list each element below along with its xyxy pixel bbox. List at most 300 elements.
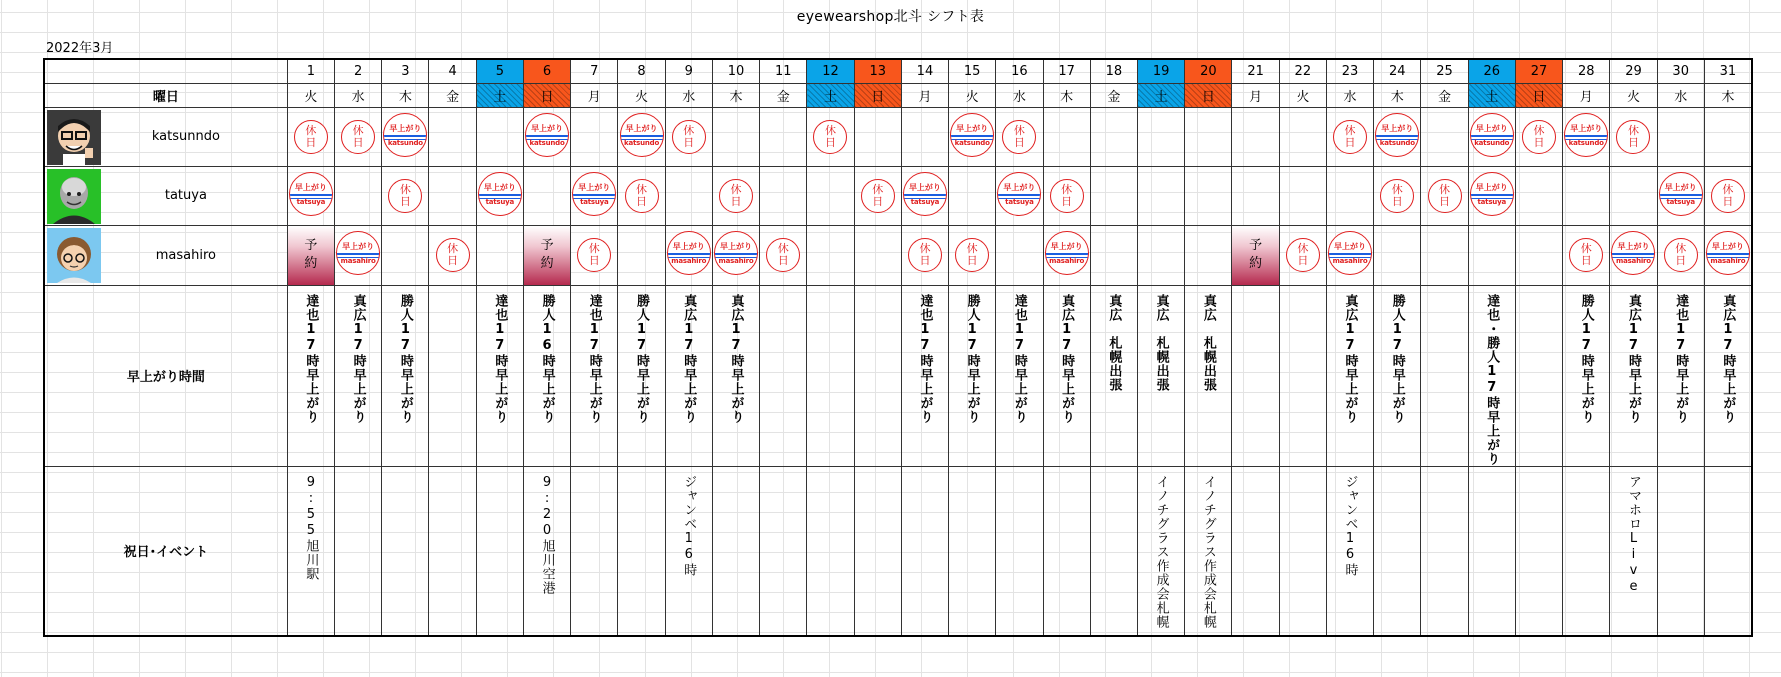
weekday-cell[interactable]	[712, 83, 759, 107]
weekday-label: 日	[871, 89, 885, 105]
shift-cell[interactable]	[854, 107, 901, 166]
day-number-cell[interactable]	[335, 59, 382, 83]
event-cell[interactable]	[1657, 466, 1704, 636]
shift-cell[interactable]	[1657, 107, 1704, 166]
shift-cell[interactable]	[287, 225, 334, 285]
weekday-cell[interactable]	[901, 83, 948, 107]
day-number-cell[interactable]	[1704, 59, 1752, 83]
shift-cell[interactable]	[901, 225, 948, 285]
weekday-cell[interactable]	[1515, 83, 1562, 107]
day-number-cell[interactable]	[1138, 59, 1185, 83]
weekday-cell[interactable]	[382, 83, 429, 107]
early-note-cell[interactable]	[429, 285, 476, 466]
day-number: 5	[495, 63, 504, 79]
shift-cell[interactable]	[854, 166, 901, 225]
weekday-label: 金	[776, 89, 790, 105]
day-number: 14	[916, 63, 934, 79]
day-number-cell[interactable]	[854, 59, 901, 83]
shift-cell[interactable]	[1657, 225, 1704, 285]
stamp-name: katsundo	[1379, 138, 1415, 147]
event-cell[interactable]	[523, 466, 570, 636]
day-number-cell[interactable]	[760, 59, 807, 83]
reservation-block	[1232, 226, 1278, 285]
early-note-cell[interactable]	[1326, 285, 1373, 466]
stamp-text: 早上がり	[720, 242, 752, 251]
early-note-cell[interactable]	[1185, 285, 1232, 466]
shift-cell[interactable]	[335, 166, 382, 225]
shift-cell[interactable]	[1515, 225, 1562, 285]
event-cell[interactable]	[1043, 466, 1090, 636]
day-number-cell[interactable]	[1563, 59, 1610, 83]
weekday-cell[interactable]	[1043, 83, 1090, 107]
stamp-text: 休	[730, 182, 742, 196]
shift-cell[interactable]	[1185, 107, 1232, 166]
early-note-cell[interactable]	[476, 285, 523, 466]
shift-cell[interactable]	[1326, 166, 1373, 225]
weekday-cell[interactable]	[949, 83, 996, 107]
shift-cell[interactable]	[476, 225, 523, 285]
weekday-cell[interactable]	[1090, 83, 1137, 107]
weekday-label: 木	[1060, 89, 1074, 105]
shift-cell[interactable]	[1704, 225, 1752, 285]
weekday-cell[interactable]	[807, 83, 854, 107]
early-note-cell[interactable]	[665, 285, 712, 466]
weekday-label: 水	[1343, 89, 1357, 105]
weekday-label: 水	[1012, 89, 1026, 105]
shift-cell[interactable]	[949, 225, 996, 285]
shift-cell[interactable]	[712, 107, 759, 166]
weekday-label: 水	[682, 89, 696, 105]
shift-cell[interactable]	[712, 166, 759, 225]
early-leave-stamp	[383, 113, 427, 157]
stamp-name: tatsuya	[580, 197, 609, 206]
day-off-stamp	[1380, 179, 1414, 213]
shift-cell[interactable]	[476, 166, 523, 225]
weekday-cell[interactable]	[996, 83, 1043, 107]
weekday-cell[interactable]	[1374, 83, 1421, 107]
shift-cell[interactable]	[1421, 107, 1468, 166]
shift-cell[interactable]	[287, 166, 334, 225]
early-note-cell[interactable]	[901, 285, 948, 466]
shift-cell[interactable]	[1610, 225, 1657, 285]
shift-cell[interactable]	[1090, 225, 1137, 285]
day-number-cell[interactable]	[1468, 59, 1515, 83]
event-cell[interactable]	[1326, 466, 1373, 636]
shift-cell[interactable]	[1374, 166, 1421, 225]
stamp-text: 休	[1627, 123, 1639, 137]
weekday-cell[interactable]	[476, 83, 523, 107]
shift-cell[interactable]	[807, 225, 854, 285]
shift-cell[interactable]	[618, 107, 665, 166]
weekday-cell[interactable]	[665, 83, 712, 107]
early-note: 達也17時早上がり	[586, 293, 602, 424]
early-note: 真広 札幌出張	[1106, 293, 1122, 392]
stamp-text: 日	[1391, 194, 1403, 208]
day-number: 9	[684, 63, 693, 79]
day-off-stamp	[294, 120, 328, 154]
weekday-cell[interactable]	[1704, 83, 1752, 107]
event-cell[interactable]	[1515, 466, 1562, 636]
shift-cell[interactable]	[1468, 107, 1515, 166]
day-number-cell[interactable]	[1421, 59, 1468, 83]
weekday-cell[interactable]	[1610, 83, 1657, 107]
early-note-cell[interactable]	[1090, 285, 1137, 466]
shift-cell[interactable]	[807, 166, 854, 225]
shift-cell[interactable]	[571, 107, 618, 166]
day-number-cell[interactable]	[712, 59, 759, 83]
stamp-name: tatsuya	[1005, 197, 1034, 206]
day-number-cell[interactable]	[1610, 59, 1657, 83]
weekday-label: 月	[587, 89, 601, 105]
shift-cell[interactable]	[287, 107, 334, 166]
weekday-cell[interactable]	[1279, 83, 1326, 107]
day-off-stamp	[1664, 238, 1698, 272]
early-note-cell[interactable]	[335, 285, 382, 466]
day-off-stamp	[388, 179, 422, 213]
early-note-cell[interactable]	[1657, 285, 1704, 466]
event-cell[interactable]	[1704, 466, 1752, 636]
shift-cell[interactable]	[1563, 225, 1610, 285]
day-number: 21	[1247, 63, 1264, 79]
day-number: 31	[1719, 63, 1737, 79]
early-row-label	[44, 285, 287, 466]
early-note: 真広17時早上がり	[1342, 293, 1358, 424]
shift-cell[interactable]	[901, 107, 948, 166]
stamp-text: 早上がり	[908, 182, 941, 192]
shift-cell[interactable]	[523, 166, 570, 225]
event-note: アマホロLive	[1625, 474, 1641, 595]
stamp-text: 休	[352, 123, 364, 137]
stamp-text: 休	[1391, 182, 1403, 196]
weekday-cell[interactable]	[1232, 83, 1279, 107]
event-cell[interactable]	[429, 466, 476, 636]
day-number-cell[interactable]	[382, 59, 429, 83]
stamp-text: 休	[305, 123, 317, 137]
weekday-cell[interactable]	[429, 83, 476, 107]
weekday-label: 金	[446, 89, 460, 105]
shift-cell[interactable]	[523, 107, 570, 166]
weekday-cell[interactable]	[760, 83, 807, 107]
shift-cell[interactable]	[429, 107, 476, 166]
shift-cell[interactable]	[854, 225, 901, 285]
event-cell[interactable]	[712, 466, 759, 636]
shift-cell[interactable]	[1232, 166, 1279, 225]
stamp-name: tatsuya	[485, 197, 515, 206]
day-number-cell[interactable]	[1374, 59, 1421, 83]
shift-cell[interactable]	[1657, 166, 1704, 225]
day-number-cell[interactable]	[476, 59, 523, 83]
day-number-cell[interactable]	[807, 59, 854, 83]
day-number-cell[interactable]	[1326, 59, 1373, 83]
stamp-text: 日	[1627, 135, 1639, 149]
early-note-cell[interactable]	[1421, 285, 1468, 466]
event-cell[interactable]	[996, 466, 1043, 636]
day-number-cell[interactable]	[1232, 59, 1279, 83]
day-number-cell[interactable]	[1043, 59, 1090, 83]
weekday-label: 金	[1107, 89, 1121, 105]
shift-cell[interactable]	[1421, 225, 1468, 285]
shift-cell[interactable]	[1610, 166, 1657, 225]
shift-cell[interactable]	[1185, 166, 1232, 225]
early-note-cell[interactable]	[1043, 285, 1090, 466]
shift-cell[interactable]	[618, 166, 665, 225]
early-note-cell[interactable]	[1279, 285, 1326, 466]
shift-cell[interactable]	[1374, 107, 1421, 166]
weekday-label: 火	[304, 89, 318, 105]
shift-cell[interactable]	[382, 166, 429, 225]
stamp-name: tatsuya	[1666, 197, 1695, 206]
stamp-name: katsundo	[954, 138, 990, 147]
shift-cell[interactable]	[476, 107, 523, 166]
day-number: 23	[1341, 63, 1359, 79]
shift-cell[interactable]	[1232, 225, 1279, 285]
event-cell[interactable]	[1563, 466, 1610, 636]
shift-cell[interactable]	[996, 225, 1043, 285]
shift-cell[interactable]	[996, 166, 1043, 225]
shift-cell[interactable]	[949, 166, 996, 225]
day-off-stamp	[1616, 120, 1650, 154]
stamp-text: 早上がり	[531, 123, 564, 133]
event-cell[interactable]	[901, 466, 948, 636]
shift-cell[interactable]	[1515, 166, 1562, 225]
shift-cell[interactable]	[1090, 107, 1137, 166]
weekday-cell[interactable]	[854, 83, 901, 107]
event-cell[interactable]	[618, 466, 665, 636]
shift-cell[interactable]	[1326, 225, 1373, 285]
shift-cell[interactable]	[1043, 225, 1090, 285]
early-note-cell[interactable]	[1374, 285, 1421, 466]
weekday-cell[interactable]	[618, 83, 665, 107]
shift-cell[interactable]	[1138, 107, 1185, 166]
weekday-cell[interactable]	[1563, 83, 1610, 107]
day-number-cell[interactable]	[949, 59, 996, 83]
weekday-cell[interactable]	[287, 83, 334, 107]
early-note: 真広17時早上がり	[1625, 293, 1641, 424]
event-cell[interactable]	[1279, 466, 1326, 636]
day-number-cell[interactable]	[429, 59, 476, 83]
shift-cell[interactable]	[1279, 225, 1326, 285]
weekday-cell[interactable]	[1657, 83, 1704, 107]
early-note: 真広 札幌出張	[1200, 293, 1216, 392]
shift-cell[interactable]	[1610, 107, 1657, 166]
day-number-cell[interactable]	[1515, 59, 1562, 83]
early-note-cell[interactable]	[1232, 285, 1279, 466]
shift-cell[interactable]	[1704, 166, 1752, 225]
weekday-label: 木	[1390, 89, 1404, 105]
event-cell[interactable]	[335, 466, 382, 636]
day-number: 27	[1530, 63, 1548, 79]
day-number-cell[interactable]	[996, 59, 1043, 83]
day-off-stamp	[341, 120, 375, 154]
stamp-text: 日	[1344, 135, 1356, 149]
day-number-cell[interactable]	[1279, 59, 1326, 83]
shift-cell[interactable]	[760, 166, 807, 225]
day-number-cell[interactable]	[523, 59, 570, 83]
event-cell[interactable]	[854, 466, 901, 636]
day-number-cell[interactable]	[1185, 59, 1232, 83]
stamp-text: 日	[1061, 194, 1073, 208]
shift-cell[interactable]	[382, 225, 429, 285]
early-note-cell[interactable]	[1138, 285, 1185, 466]
stamp-text: 日	[305, 135, 317, 149]
stamp-text: 日	[777, 254, 789, 267]
weekday-cell[interactable]	[1468, 83, 1515, 107]
weekday-cell[interactable]	[1185, 83, 1232, 107]
shift-cell[interactable]	[996, 107, 1043, 166]
shift-cell[interactable]	[335, 225, 382, 285]
stamp-text: 休	[1344, 123, 1356, 137]
early-note: 達也17時早上がり	[1673, 293, 1689, 424]
early-note-cell[interactable]	[996, 285, 1043, 466]
shift-cell[interactable]	[1563, 166, 1610, 225]
shift-cell[interactable]	[1468, 225, 1515, 285]
staff-cell-masahiro	[44, 225, 287, 285]
event-cell[interactable]	[1090, 466, 1137, 636]
event-cell[interactable]	[476, 466, 523, 636]
shift-cell[interactable]	[1185, 225, 1232, 285]
weekday-row-label	[44, 83, 287, 107]
event-cell[interactable]	[949, 466, 996, 636]
day-number-cell[interactable]	[1657, 59, 1704, 83]
event-cell[interactable]	[1374, 466, 1421, 636]
day-number-cell[interactable]	[571, 59, 618, 83]
shift-cell[interactable]	[1374, 225, 1421, 285]
shift-cell[interactable]	[1279, 166, 1326, 225]
stamp-text: 日	[824, 135, 836, 149]
event-cell[interactable]	[665, 466, 712, 636]
stamp-text: 早上がり	[1664, 182, 1697, 192]
early-note-cell[interactable]	[571, 285, 618, 466]
event-cell[interactable]	[1185, 466, 1232, 636]
early-note-cell[interactable]	[523, 285, 570, 466]
early-note-cell[interactable]	[1610, 285, 1657, 466]
weekday-cell[interactable]	[523, 83, 570, 107]
shift-cell[interactable]	[1043, 107, 1090, 166]
shift-cell[interactable]	[712, 225, 759, 285]
event-cell[interactable]	[382, 466, 429, 636]
weekday-cell[interactable]	[571, 83, 618, 107]
row-label: 祝日･イベント	[123, 545, 209, 561]
stamp-text: 休	[1013, 123, 1025, 137]
weekday-label: 火	[965, 89, 979, 105]
shift-cell[interactable]	[807, 107, 854, 166]
early-note-cell[interactable]	[807, 285, 854, 466]
event-cell[interactable]	[1232, 466, 1279, 636]
shift-cell[interactable]	[618, 225, 665, 285]
weekday-cell[interactable]	[1421, 83, 1468, 107]
early-note-cell[interactable]	[382, 285, 429, 466]
shift-cell[interactable]	[665, 107, 712, 166]
day-number-cell[interactable]	[665, 59, 712, 83]
event-cell[interactable]	[807, 466, 854, 636]
reservation-block	[288, 226, 334, 285]
event-note: イノチグラス作成会札幌	[1200, 474, 1216, 629]
event-cell[interactable]	[1138, 466, 1185, 636]
shift-cell[interactable]	[1704, 107, 1752, 166]
shift-cell[interactable]	[571, 225, 618, 285]
early-leave-stamp	[1045, 231, 1089, 275]
early-note-cell[interactable]	[1704, 285, 1752, 466]
early-note-cell[interactable]	[1515, 285, 1562, 466]
day-off-stamp	[1333, 120, 1367, 154]
day-off-stamp	[955, 238, 989, 272]
day-number-cell[interactable]	[287, 59, 334, 83]
weekday-cell[interactable]	[1326, 83, 1373, 107]
early-leave-stamp	[1564, 113, 1608, 157]
shift-cell[interactable]	[1563, 107, 1610, 166]
shift-cell[interactable]	[1138, 166, 1185, 225]
shift-cell[interactable]	[949, 107, 996, 166]
stamp-text: 休	[399, 182, 411, 196]
shift-cell[interactable]	[665, 166, 712, 225]
shift-cell[interactable]	[1326, 107, 1373, 166]
stamp-text: 休	[1675, 242, 1687, 255]
stamp-text: 早上がり	[956, 123, 989, 133]
event-cell[interactable]	[760, 466, 807, 636]
day-number: 18	[1105, 63, 1123, 79]
event-cell[interactable]	[1610, 466, 1657, 636]
early-note-cell[interactable]	[760, 285, 807, 466]
weekday-label: 土	[823, 89, 837, 105]
shift-cell[interactable]	[429, 225, 476, 285]
day-off-stamp	[766, 238, 800, 272]
shift-table	[43, 58, 1753, 637]
shift-cell[interactable]	[429, 166, 476, 225]
early-note-cell[interactable]	[1468, 285, 1515, 466]
shift-cell[interactable]	[1279, 107, 1326, 166]
shift-cell[interactable]	[382, 107, 429, 166]
shift-cell[interactable]	[1090, 166, 1137, 225]
early-note-cell[interactable]	[949, 285, 996, 466]
day-off-stamp	[1050, 179, 1084, 213]
day-number: 28	[1577, 63, 1595, 79]
early-note-cell[interactable]	[287, 285, 334, 466]
day-number-cell[interactable]	[901, 59, 948, 83]
shift-cell[interactable]	[1515, 107, 1562, 166]
shift-cell[interactable]	[1138, 225, 1185, 285]
event-cell[interactable]	[287, 466, 334, 636]
event-cell[interactable]	[571, 466, 618, 636]
stamp-text: 日	[1297, 254, 1309, 267]
weekday-cell[interactable]	[1138, 83, 1185, 107]
shift-cell[interactable]	[571, 166, 618, 225]
shift-cell[interactable]	[523, 225, 570, 285]
shift-cell[interactable]	[335, 107, 382, 166]
shift-cell[interactable]	[665, 225, 712, 285]
early-note-cell[interactable]	[854, 285, 901, 466]
event-cell[interactable]	[1421, 466, 1468, 636]
shift-cell[interactable]	[1421, 166, 1468, 225]
shift-cell[interactable]	[1043, 166, 1090, 225]
shift-cell[interactable]	[1468, 166, 1515, 225]
early-note-cell[interactable]	[618, 285, 665, 466]
stamp-text: 日	[1675, 254, 1687, 267]
day-number: 26	[1483, 63, 1501, 79]
weekday-cell[interactable]	[335, 83, 382, 107]
event-cell[interactable]	[1468, 466, 1515, 636]
early-note-cell[interactable]	[1563, 285, 1610, 466]
day-number-cell[interactable]	[618, 59, 665, 83]
day-off-stamp	[1522, 120, 1556, 154]
early-leave-stamp	[903, 172, 947, 216]
shift-cell[interactable]	[760, 225, 807, 285]
early-note-cell[interactable]	[712, 285, 759, 466]
shift-cell[interactable]	[1232, 107, 1279, 166]
shift-cell[interactable]	[901, 166, 948, 225]
day-off-stamp	[625, 179, 659, 213]
day-number-cell[interactable]	[1090, 59, 1137, 83]
shift-cell[interactable]	[760, 107, 807, 166]
